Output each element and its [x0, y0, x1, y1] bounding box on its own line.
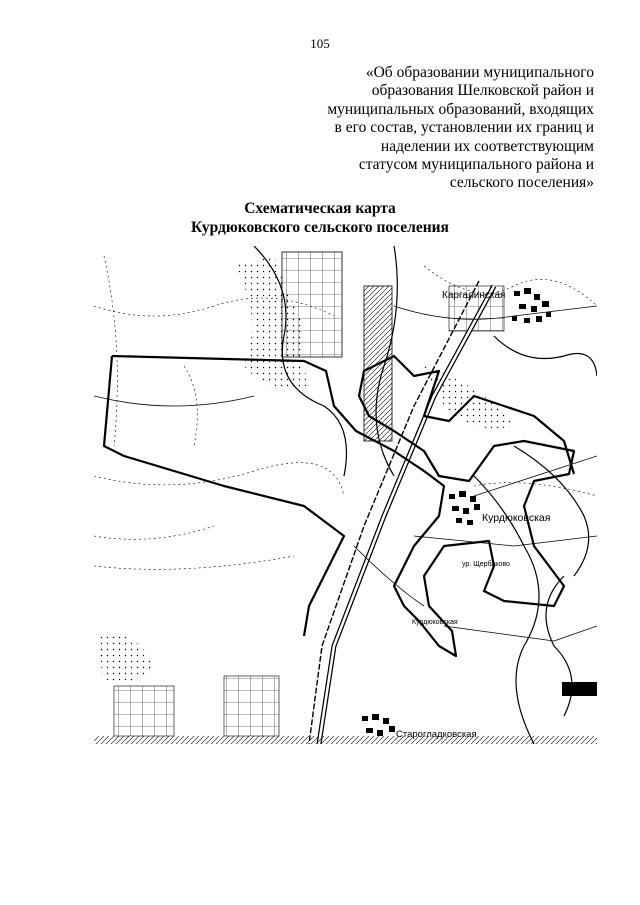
settlement-kurdyukovskaya [449, 491, 480, 525]
decree-reference-line: в его состав, установлении их границ и [334, 119, 594, 137]
schematic-map-drawing [94, 246, 597, 744]
wetland-area [99, 634, 154, 684]
decree-reference-line: образования Шелковской район и [371, 82, 594, 100]
main-road [319, 286, 494, 744]
place-label-kurdyukovskaya-lower: Курдюковская [412, 619, 458, 626]
decree-reference-line: статусом муниципального района и [358, 156, 594, 174]
page-number: 105 [310, 36, 330, 51]
place-label-kargalinskaya: Каргалинская [442, 290, 506, 301]
local-roads [94, 306, 597, 641]
place-label-shcherbakovo: ур. Щербаково [462, 561, 510, 568]
field-block [224, 676, 279, 736]
place-label-kurdyukovskaya: Курдюковская [482, 512, 551, 524]
map-edge-hatch [94, 736, 597, 744]
place-label-starogladkovskaya: Старогладковская [396, 729, 477, 740]
settlement-kargalinskaya [512, 288, 551, 323]
map-title-line: Схематическая карта [244, 200, 396, 217]
field-block [114, 686, 174, 736]
settlement-boundary [112, 356, 574, 656]
decree-reference-line: муниципальных образований, входящих [327, 100, 594, 118]
decree-reference [264, 64, 594, 193]
schematic-map [94, 246, 597, 744]
map-title-line: Курдюковского сельского поселения [191, 219, 449, 236]
decree-reference-line: сельского поселения» [449, 174, 594, 192]
map-marker-block [562, 682, 597, 696]
settlement-starogladkovskaya [362, 714, 395, 736]
decree-reference-line: наделении их соответствующим [380, 137, 594, 155]
map-title [0, 199, 640, 237]
decree-reference-line: «Об образовании муниципального [365, 64, 594, 81]
